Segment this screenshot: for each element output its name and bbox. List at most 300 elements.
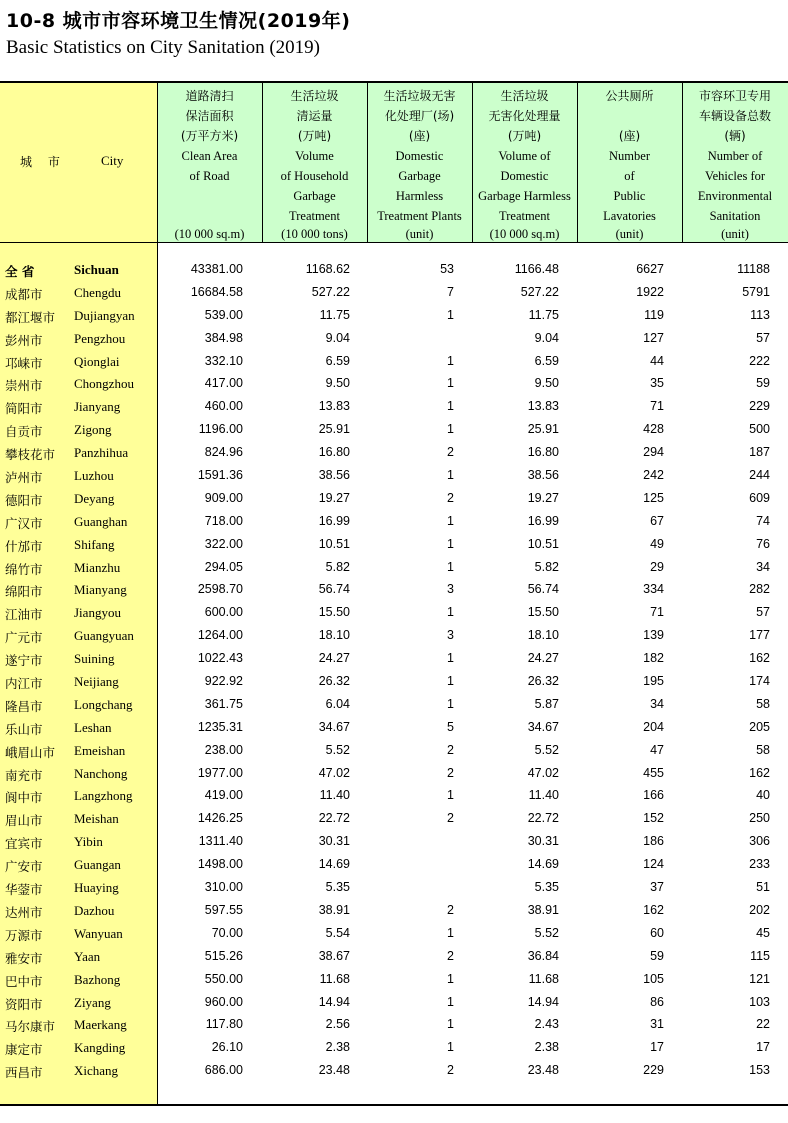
table-cell: 115 bbox=[750, 948, 770, 963]
table-cell: 909.00 bbox=[204, 490, 243, 505]
table-cell: 15.50 bbox=[318, 605, 350, 620]
city-name-en: Longchang bbox=[74, 696, 133, 712]
column-header-en: Environmental bbox=[697, 189, 773, 203]
column-header-en: Treatment bbox=[289, 209, 340, 223]
column-header-en: Sanitation bbox=[709, 209, 761, 223]
table-cell: 47 bbox=[650, 742, 664, 757]
column-header-cn: (座) bbox=[618, 129, 641, 143]
table-cell: 922.92 bbox=[204, 674, 243, 689]
table-cell: 5.82 bbox=[325, 559, 350, 574]
city-name-cn: 德阳市 bbox=[5, 492, 43, 508]
table-cell: 222 bbox=[749, 353, 770, 368]
table-row bbox=[0, 808, 788, 831]
table-cell: 2 bbox=[447, 742, 454, 757]
column-header-en: Domestic bbox=[395, 149, 444, 163]
table-cell: 9.04 bbox=[534, 330, 559, 345]
table-row bbox=[0, 992, 788, 1015]
city-name-cn: 都江堰市 bbox=[5, 309, 56, 325]
city-name-en: Xichang bbox=[74, 1063, 119, 1079]
table-cell: 47.02 bbox=[318, 765, 350, 780]
table-cell: 322.00 bbox=[204, 536, 243, 551]
table-cell: 1 bbox=[447, 1017, 454, 1032]
table-cell: 74 bbox=[756, 513, 770, 528]
table-cell: 310.00 bbox=[204, 880, 243, 895]
table-cell: 539.00 bbox=[204, 307, 243, 322]
table-cell: 1235.31 bbox=[197, 719, 243, 734]
table-cell: 9.50 bbox=[534, 376, 559, 391]
table-cell: 56.74 bbox=[527, 582, 559, 597]
table-cell: 2 bbox=[447, 902, 454, 917]
column-header-cn: (万吨) bbox=[297, 129, 332, 143]
table-cell: 23.48 bbox=[527, 1063, 559, 1078]
table-cell: 1 bbox=[447, 307, 454, 322]
column-header-cn: 生活垃圾 bbox=[500, 89, 549, 103]
table-cell: 11.68 bbox=[319, 971, 350, 986]
table-cell: 1 bbox=[447, 925, 454, 940]
table-row bbox=[0, 511, 788, 534]
table-cell: 9.04 bbox=[325, 330, 350, 345]
city-name-cn: 泸州市 bbox=[5, 470, 43, 486]
table-cell: 1426.25 bbox=[197, 811, 243, 826]
city-name-cn: 自贡市 bbox=[5, 424, 43, 440]
table-cell: 26.10 bbox=[211, 1040, 243, 1055]
column-header-en: Vehicles for bbox=[704, 169, 766, 183]
table-row bbox=[0, 259, 788, 282]
table-cell: 294 bbox=[643, 445, 664, 460]
table-cell: 550.00 bbox=[204, 971, 243, 986]
table-cell: 19.27 bbox=[527, 490, 559, 505]
table-cell: 195 bbox=[643, 674, 664, 689]
column-header-en: Volume bbox=[295, 149, 334, 163]
table-cell: 49 bbox=[650, 536, 664, 551]
table-cell: 22.72 bbox=[318, 811, 350, 826]
table-cell: 527.22 bbox=[311, 284, 350, 299]
column-header-cn: 市容环卫专用 bbox=[698, 89, 771, 103]
column-header-cn: 车辆设备总数 bbox=[698, 109, 771, 123]
column-header-unit: (10 000 tons) bbox=[281, 227, 348, 241]
city-name-cn: 广汉市 bbox=[5, 515, 43, 531]
table-cell: 34 bbox=[650, 696, 664, 711]
table-cell: 11188 bbox=[737, 262, 770, 276]
column-header-cn: 保洁面积 bbox=[185, 109, 234, 123]
table-cell: 1591.36 bbox=[197, 468, 243, 483]
table-row bbox=[0, 900, 788, 923]
table-cell: 71 bbox=[650, 399, 664, 414]
column-header-en: Garbage Harmless bbox=[478, 189, 571, 203]
table-cell: 500 bbox=[749, 422, 770, 437]
city-name-cn: 邛崃市 bbox=[5, 355, 43, 371]
table-row bbox=[0, 877, 788, 900]
table-cell: 5.35 bbox=[534, 880, 559, 895]
city-name-en: Kangding bbox=[74, 1040, 126, 1056]
table-cell: 29 bbox=[650, 559, 664, 574]
table-cell: 1498.00 bbox=[197, 857, 243, 872]
table-cell: 242 bbox=[643, 468, 664, 483]
table-cell: 23.48 bbox=[318, 1063, 350, 1078]
table-cell: 76 bbox=[756, 536, 770, 551]
table-row bbox=[0, 831, 788, 854]
table-cell: 40 bbox=[756, 788, 770, 803]
column-header bbox=[577, 86, 682, 242]
city-name-cn: 彭州市 bbox=[5, 332, 43, 348]
table-cell: 1 bbox=[447, 399, 454, 414]
table-row bbox=[0, 1060, 788, 1083]
table-row bbox=[0, 328, 788, 351]
column-header-cn: 化处理厂(场) bbox=[384, 109, 455, 123]
table-cell: 43381.00 bbox=[190, 262, 243, 276]
table-row bbox=[0, 488, 788, 511]
table-cell: 24.27 bbox=[318, 651, 350, 666]
table-cell: 419.00 bbox=[204, 788, 243, 803]
table-cell: 5.52 bbox=[534, 742, 559, 757]
table-cell: 18.10 bbox=[527, 628, 559, 643]
city-name-en: Jianyang bbox=[74, 399, 121, 415]
table-cell: 1 bbox=[447, 651, 454, 666]
table-cell: 5.54 bbox=[325, 925, 350, 940]
city-name-en: Mianyang bbox=[74, 582, 127, 598]
city-name-en: Mianzhu bbox=[74, 559, 121, 575]
table-title-en: Basic Statistics on City Sanitation (2019) bbox=[6, 37, 321, 58]
table-cell: 1022.43 bbox=[197, 651, 243, 666]
city-name-cn: 广安市 bbox=[5, 859, 43, 875]
table-cell: 51 bbox=[756, 880, 770, 895]
table-cell: 38.67 bbox=[318, 948, 350, 963]
city-name-en: Guangyuan bbox=[74, 628, 134, 644]
table-cell: 1 bbox=[447, 788, 454, 803]
column-header-en: Clean Area bbox=[181, 149, 238, 163]
table-cell: 38.56 bbox=[318, 468, 350, 483]
city-name-cn: 峨眉山市 bbox=[5, 744, 56, 760]
column-header-en: Garbage bbox=[398, 169, 441, 183]
table-cell: 153 bbox=[749, 1063, 770, 1078]
column-header-cn: 无害化处理量 bbox=[488, 109, 561, 123]
table-cell: 1 bbox=[447, 559, 454, 574]
table-cell: 5.35 bbox=[325, 880, 350, 895]
table-cell: 361.75 bbox=[204, 696, 243, 711]
table-cell: 2 bbox=[447, 811, 454, 826]
city-name-en: Maerkang bbox=[74, 1017, 127, 1033]
column-header-cn bbox=[577, 106, 682, 126]
table-cell: 2 bbox=[447, 445, 454, 460]
city-name-cn: 华蓥市 bbox=[5, 882, 43, 898]
table-cell: 2 bbox=[447, 765, 454, 780]
table-cell: 16.80 bbox=[318, 445, 350, 460]
table-cell: 71 bbox=[650, 605, 664, 620]
table-cell: 609 bbox=[749, 490, 770, 505]
column-header-en: Number of bbox=[707, 149, 763, 163]
table-cell: 3 bbox=[447, 582, 454, 597]
city-name-en: Panzhihua bbox=[74, 445, 129, 461]
table-cell: 1166.48 bbox=[514, 262, 559, 276]
city-name-cn: 万源市 bbox=[5, 927, 43, 943]
table-cell: 6.04 bbox=[325, 696, 350, 711]
table-cell: 187 bbox=[749, 445, 770, 460]
table-row bbox=[0, 763, 788, 786]
table-cell: 16.99 bbox=[318, 513, 350, 528]
table-cell: 600.00 bbox=[204, 605, 243, 620]
city-name-cn: 宜宾市 bbox=[5, 836, 43, 852]
city-name-cn: 雅安市 bbox=[5, 950, 43, 966]
top-rule bbox=[0, 81, 788, 83]
table-cell: 1 bbox=[447, 971, 454, 986]
city-name-cn: 达州市 bbox=[5, 904, 43, 920]
table-cell: 30.31 bbox=[318, 834, 350, 849]
table-cell: 2 bbox=[447, 1063, 454, 1078]
table-row bbox=[0, 671, 788, 694]
table-cell: 2.38 bbox=[534, 1040, 559, 1055]
table-cell: 233 bbox=[749, 857, 770, 872]
table-cell: 19.27 bbox=[318, 490, 350, 505]
city-name-cn: 全 省 bbox=[5, 264, 35, 279]
table-cell: 18.10 bbox=[318, 628, 350, 643]
table-cell: 11.40 bbox=[528, 788, 559, 803]
city-name-cn: 遂宁市 bbox=[5, 653, 43, 669]
table-cell: 9.50 bbox=[325, 376, 350, 391]
table-cell: 1 bbox=[447, 605, 454, 620]
table-cell: 597.55 bbox=[204, 902, 243, 917]
table-cell: 59 bbox=[756, 376, 770, 391]
table-cell: 58 bbox=[756, 742, 770, 757]
table-cell: 16.99 bbox=[527, 513, 559, 528]
table-cell: 34.67 bbox=[527, 719, 559, 734]
table-cell: 22.72 bbox=[527, 811, 559, 826]
column-header bbox=[682, 86, 788, 242]
city-name-en: Ziyang bbox=[74, 994, 111, 1010]
table-cell: 2 bbox=[447, 948, 454, 963]
table-cell: 57 bbox=[756, 330, 770, 345]
table-cell: 45 bbox=[756, 925, 770, 940]
data-rows bbox=[0, 259, 788, 1083]
city-name-en: Jiangyou bbox=[74, 605, 121, 621]
table-cell: 11.68 bbox=[528, 971, 559, 986]
table-row bbox=[0, 1014, 788, 1037]
table-cell: 14.69 bbox=[318, 857, 350, 872]
city-name-cn: 乐山市 bbox=[5, 721, 43, 737]
table-cell: 384.98 bbox=[204, 330, 243, 345]
table-cell: 6.59 bbox=[534, 353, 559, 368]
city-name-en: Guangan bbox=[74, 857, 121, 873]
city-name-en: Langzhong bbox=[74, 788, 133, 804]
table-cell: 37 bbox=[650, 880, 664, 895]
table-cell: 5.82 bbox=[534, 559, 559, 574]
header-city-cn: 城 市 bbox=[20, 155, 66, 169]
table-cell: 166 bbox=[643, 788, 664, 803]
table-cell: 428 bbox=[643, 422, 664, 437]
table-cell: 56.74 bbox=[318, 582, 350, 597]
table-cell: 22 bbox=[756, 1017, 770, 1032]
table-cell: 1 bbox=[447, 536, 454, 551]
column-header bbox=[157, 86, 262, 242]
city-name-en: Nanchong bbox=[74, 765, 128, 781]
table-cell: 960.00 bbox=[204, 994, 243, 1009]
table-cell: 527.22 bbox=[520, 284, 559, 299]
city-name-en: Yibin bbox=[74, 834, 103, 850]
table-cell: 5.52 bbox=[534, 925, 559, 940]
table-cell: 11.75 bbox=[528, 307, 559, 322]
table-cell: 47.02 bbox=[527, 765, 559, 780]
column-header-en: of Road bbox=[189, 169, 230, 183]
city-name-en: Zigong bbox=[74, 422, 112, 438]
table-cell: 202 bbox=[749, 902, 770, 917]
table-row bbox=[0, 442, 788, 465]
column-header-en: Volume of bbox=[498, 149, 551, 163]
table-cell: 2.38 bbox=[325, 1040, 350, 1055]
column-header-cn: (辆) bbox=[724, 129, 746, 143]
city-name-cn: 巴中市 bbox=[5, 973, 43, 989]
table-cell: 16.80 bbox=[527, 445, 559, 460]
city-name-cn: 马尔康市 bbox=[5, 1019, 56, 1035]
table-cell: 1 bbox=[447, 353, 454, 368]
column-header-unit: (unit) bbox=[721, 227, 749, 241]
table-cell: 1 bbox=[447, 696, 454, 711]
table-row bbox=[0, 740, 788, 763]
city-name-cn: 内江市 bbox=[5, 676, 43, 692]
table-cell: 30.31 bbox=[527, 834, 559, 849]
table-row bbox=[0, 1037, 788, 1060]
table-cell: 282 bbox=[749, 582, 770, 597]
city-name-cn: 康定市 bbox=[5, 1042, 43, 1058]
table-cell: 1 bbox=[447, 376, 454, 391]
table-cell: 152 bbox=[643, 811, 664, 826]
table-cell: 2.43 bbox=[534, 1017, 559, 1032]
table-cell: 1264.00 bbox=[197, 628, 243, 643]
city-name-en: Bazhong bbox=[74, 971, 121, 987]
table-cell: 6627 bbox=[636, 262, 664, 276]
table-cell: 1311.40 bbox=[198, 834, 243, 849]
city-name-en: Chengdu bbox=[74, 284, 121, 300]
city-name-cn: 什邡市 bbox=[5, 538, 43, 554]
table-cell: 10.51 bbox=[318, 536, 350, 551]
table-cell: 294.05 bbox=[204, 559, 243, 574]
column-header-en: Number bbox=[609, 149, 650, 163]
column-header-unit: (10 000 sq.m) bbox=[489, 227, 560, 241]
table-cell: 58 bbox=[756, 696, 770, 711]
city-name-en: Dujiangyan bbox=[74, 307, 135, 323]
table-cell: 14.94 bbox=[318, 994, 350, 1009]
city-name-cn: 资阳市 bbox=[5, 996, 43, 1012]
table-cell: 15.50 bbox=[527, 605, 559, 620]
table-cell: 1 bbox=[447, 1040, 454, 1055]
column-header-en: Lavatories bbox=[603, 209, 656, 223]
column-header-en: Harmless bbox=[395, 189, 444, 203]
column-header-en: Public bbox=[613, 189, 646, 203]
table-row bbox=[0, 419, 788, 442]
column-header-cn: 生活垃圾 bbox=[290, 89, 339, 103]
table-row bbox=[0, 717, 788, 740]
city-name-cn: 成都市 bbox=[5, 286, 43, 302]
table-cell: 31 bbox=[650, 1017, 664, 1032]
table-cell: 1 bbox=[447, 994, 454, 1009]
table-row bbox=[0, 282, 788, 305]
table-cell: 11.40 bbox=[319, 788, 350, 803]
table-cell: 139 bbox=[643, 628, 664, 643]
table-cell: 515.26 bbox=[204, 948, 243, 963]
table-cell: 2 bbox=[447, 490, 454, 505]
table-cell: 124 bbox=[643, 857, 664, 872]
table-cell: 174 bbox=[749, 674, 770, 689]
table-cell: 229 bbox=[643, 1063, 664, 1078]
city-name-cn: 西昌市 bbox=[5, 1065, 43, 1081]
table-cell: 38.56 bbox=[527, 468, 559, 483]
table-title-cn: 10-8 城市市容环境卫生情况(2019年) bbox=[6, 10, 351, 32]
table-cell: 1168.62 bbox=[305, 262, 350, 276]
table-cell: 250 bbox=[749, 811, 770, 826]
table-cell: 25.91 bbox=[527, 422, 559, 437]
table-cell: 14.94 bbox=[527, 994, 559, 1009]
city-name-cn: 攀枝花市 bbox=[5, 447, 56, 463]
table-cell: 14.69 bbox=[527, 857, 559, 872]
city-name-cn: 南充市 bbox=[5, 767, 43, 783]
table-row bbox=[0, 694, 788, 717]
table-cell: 5.52 bbox=[325, 742, 350, 757]
table-cell: 127 bbox=[643, 330, 664, 345]
city-name-cn: 阆中市 bbox=[5, 790, 43, 806]
city-name-en: Guanghan bbox=[74, 513, 128, 529]
city-name-en: Wanyuan bbox=[74, 925, 123, 941]
table-cell: 24.27 bbox=[527, 651, 559, 666]
table-cell: 38.91 bbox=[527, 902, 559, 917]
table-cell: 244 bbox=[749, 468, 770, 483]
column-header-en: of bbox=[624, 169, 635, 183]
city-name-cn: 绵竹市 bbox=[5, 561, 43, 577]
table-cell: 11.75 bbox=[319, 307, 350, 322]
table-cell: 205 bbox=[749, 719, 770, 734]
table-row bbox=[0, 351, 788, 374]
city-name-cn: 崇州市 bbox=[5, 378, 43, 394]
city-name-en: Shifang bbox=[74, 536, 115, 552]
table-cell: 113 bbox=[750, 307, 770, 322]
column-header bbox=[262, 86, 367, 242]
table-cell: 125 bbox=[643, 490, 664, 505]
city-name-en: Pengzhou bbox=[74, 330, 126, 346]
city-name-cn: 简阳市 bbox=[5, 401, 43, 417]
city-name-en: Deyang bbox=[74, 490, 115, 506]
city-name-en: Luzhou bbox=[74, 468, 114, 484]
table-cell: 3 bbox=[447, 628, 454, 643]
table-cell: 34 bbox=[756, 559, 770, 574]
table-row bbox=[0, 648, 788, 671]
table-row bbox=[0, 305, 788, 328]
table-cell: 824.96 bbox=[204, 445, 243, 460]
city-name-en: Sichuan bbox=[74, 262, 119, 277]
column-header-cn: (万平方米) bbox=[180, 129, 239, 143]
column-header-cn: 生活垃圾无害 bbox=[383, 89, 456, 103]
city-name-cn: 绵阳市 bbox=[5, 584, 43, 600]
table-cell: 53 bbox=[440, 262, 454, 276]
table-cell: 5791 bbox=[742, 284, 770, 299]
table-cell: 162 bbox=[749, 765, 770, 780]
table-cell: 86 bbox=[650, 994, 664, 1009]
table-cell: 16684.58 bbox=[190, 284, 243, 299]
table-cell: 162 bbox=[643, 902, 664, 917]
bottom-rule bbox=[0, 1104, 788, 1106]
city-name-cn: 江油市 bbox=[5, 607, 43, 623]
table-cell: 5.87 bbox=[534, 696, 559, 711]
table-row bbox=[0, 534, 788, 557]
table-cell: 36.84 bbox=[527, 948, 559, 963]
table-cell: 10.51 bbox=[527, 536, 559, 551]
table-cell: 67 bbox=[650, 513, 664, 528]
table-cell: 117.80 bbox=[205, 1017, 243, 1032]
table-row bbox=[0, 854, 788, 877]
table-cell: 119 bbox=[644, 307, 664, 322]
table-cell: 1 bbox=[447, 513, 454, 528]
table-cell: 13.83 bbox=[527, 399, 559, 414]
table-cell: 34.67 bbox=[318, 719, 350, 734]
table-cell: 1196.00 bbox=[198, 422, 243, 437]
column-header-cn: 公共厕所 bbox=[605, 89, 654, 103]
city-name-en: Leshan bbox=[74, 719, 112, 735]
